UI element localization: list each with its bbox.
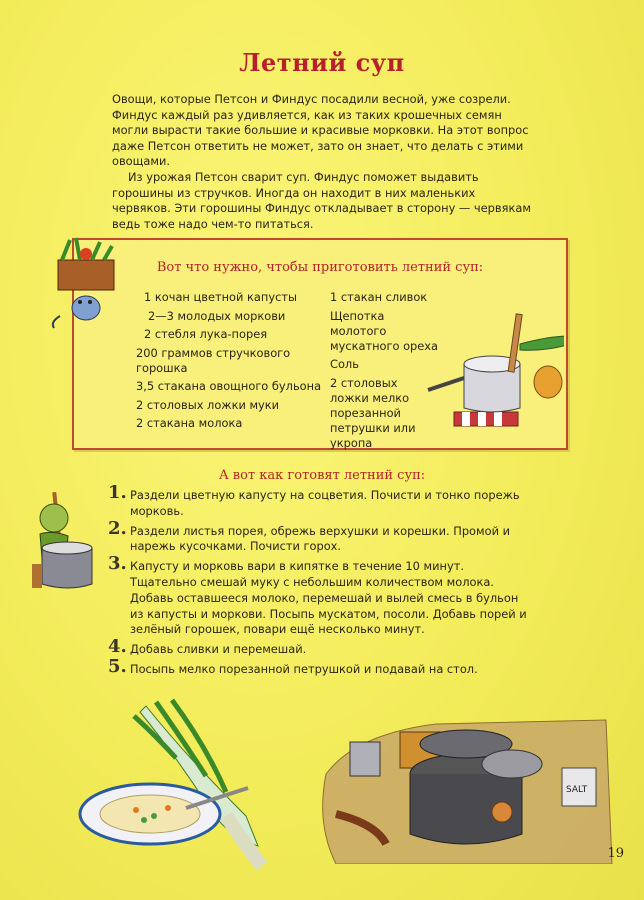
steps-title: А вот как готовят летний суп: [218, 468, 426, 483]
ingredient-item: Щепотка молотого мускатного ореха [330, 308, 439, 353]
intro-paragraph-2: Из урожая Петсон сварит суп. Финдус поможет выдавить горошины из стручков. Иногда он находит в них маленьких червяков. Эти горошины Финдус откладывает в сторону — червякам ведь тоже надо чем-то питаться. [112, 169, 531, 231]
ingredients-title: Вот что нужно, чтобы приготовить летний суп: [156, 260, 484, 275]
page-number: 19 [607, 846, 624, 861]
ingredient-item: Соль [330, 357, 359, 371]
step-number: 1. [108, 482, 127, 503]
ingredients-column-1 [136, 290, 324, 435]
vegetable-crate-illustration [40, 236, 126, 336]
page-title: Летний суп [239, 48, 405, 77]
steps-list [108, 482, 528, 682]
salt-jar-label: SALT [566, 785, 588, 795]
ingredient-item: 2 столовых ложки муки [136, 397, 280, 412]
step-number: 4. [108, 636, 127, 658]
ingredient-item: 2—3 молодых моркови [148, 308, 286, 323]
step-number: 5. [108, 655, 127, 677]
ingredient-item: 1 кочан цветной капусты [144, 290, 297, 304]
ingredient-item: 200 граммов стручкового горошка [136, 345, 291, 375]
kitchen-pots-illustration [316, 714, 616, 864]
ingredient-item: 3,5 стакана овощного бульона [136, 379, 322, 393]
step-text: Добавь сливки и перемешай. [130, 642, 307, 657]
step-item [108, 636, 528, 658]
step-number: 3. [108, 553, 127, 575]
intro-text [112, 92, 532, 232]
step-item [108, 517, 528, 556]
step-number: 2. [108, 517, 127, 539]
soup-bowl-illustration [76, 696, 296, 880]
ingredient-item: 2 стебля лука-порея [144, 327, 268, 341]
ingredient-item: 2 стакана молока [136, 416, 243, 430]
ingredients-box [72, 238, 568, 450]
step-item [108, 553, 528, 638]
cook-illustration [28, 488, 104, 592]
pot-illustration [424, 304, 564, 434]
step-item [108, 655, 528, 678]
step-text: Капусту и морковь вари в кипятке в течение 10 минут. Тщательно смешай муку с небольшим количеством молока. Добавь оставшееся молоко, перемешай и вылей смесь в бульон из капусты и моркови. Посыпь мускатом, посоли. Добавь порей и зелёный горошек, повари ещё несколько минут. [130, 559, 527, 637]
ingredient-item: 2 столовых ложки мелко порезанной петрушки или укропа [330, 375, 416, 450]
step-text: Раздели листья порея, обрежь верхушки и корешки. Промой и нарежь кусочками. Почисти горох. [130, 523, 511, 554]
step-item [108, 482, 528, 520]
ingredient-item: 1 стакан сливок [330, 290, 428, 304]
step-text: Посыпь мелко порезанной петрушкой и подавай на стол. [130, 661, 478, 676]
step-text: Раздели цветную капусту на соцветия. Почисти и тонко порежь морковь. [130, 488, 520, 518]
intro-paragraph-1: Овощи, которые Петсон и Финдус посадили весной, уже созрели. Финдус каждый раз удивляется, как из таких крошечных семян могли вырасти такие большие и красивые морковки. На этот вопрос даже Петсон ответить не может, зато он знает, что делать с этими овощами. [112, 92, 529, 169]
